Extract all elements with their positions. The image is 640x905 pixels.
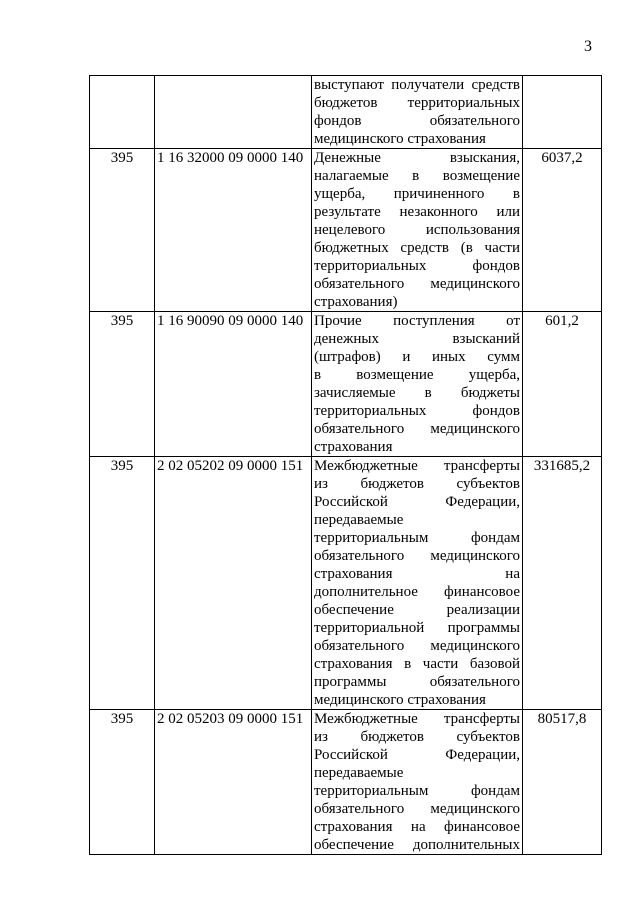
admin-code-cell <box>90 76 155 149</box>
admin-code-cell: 395 <box>90 710 155 855</box>
amount-cell: 601,2 <box>523 312 602 457</box>
revenue-name-line: территориальной программы <box>314 620 520 636</box>
revenue-name-line: обеспечение дополнительных <box>314 837 520 853</box>
amount-cell: 6037,2 <box>523 149 602 312</box>
revenue-name-line: обеспечение реализации <box>314 602 520 618</box>
table-row <box>90 76 602 149</box>
revenue-name-line: Межбюджетные трансферты <box>314 458 520 474</box>
revenue-name-line: страхования <box>314 439 393 455</box>
revenue-name-line: передаваемые <box>314 512 404 528</box>
budget-classification-code-cell: 2 02 05202 09 0000 151 <box>155 457 312 710</box>
budget-classification-code-cell: 2 02 05203 09 0000 151 <box>155 710 312 855</box>
budget-classification-code-cell <box>155 76 312 149</box>
revenue-name-line: обязательного медицинского <box>314 548 520 564</box>
revenue-name-line: страхования) <box>314 294 398 310</box>
revenue-name-cell <box>312 76 523 149</box>
revenue-name-line: территориальных фондов <box>314 258 520 274</box>
revenue-name-line: выступают получатели средств <box>314 77 520 93</box>
revenue-name-line: страхования на <box>314 566 520 582</box>
revenue-name-line: из бюджетов субъектов <box>314 476 520 492</box>
budget-classification-code-cell: 1 16 32000 09 0000 140 <box>155 149 312 312</box>
revenue-name-line: из бюджетов субъектов <box>314 729 520 745</box>
revenue-name-line: налагаемые в возмещение <box>314 168 520 184</box>
revenue-name-line: территориальных фондов <box>314 403 520 419</box>
revenue-name-line: ущерба, причиненного в <box>314 186 520 202</box>
table-row <box>90 312 602 457</box>
revenue-name-line: в возмещение ущерба, <box>314 367 520 383</box>
revenue-name-line: программы обязательного <box>314 674 520 690</box>
admin-code-cell: 395 <box>90 457 155 710</box>
table-row <box>90 149 602 312</box>
revenue-name-line: бюджетных средств (в части <box>314 240 520 256</box>
revenue-name-line: обязательного медицинского <box>314 421 520 437</box>
revenue-name-line: дополнительное финансовое <box>314 584 520 600</box>
admin-code-cell: 395 <box>90 312 155 457</box>
revenue-name-line: медицинского страхования <box>314 131 486 147</box>
revenue-name-line: территориальным фондам <box>314 530 520 546</box>
revenue-name-line: передаваемые <box>314 765 404 781</box>
table-row <box>90 710 602 855</box>
revenue-name-cell <box>312 149 523 312</box>
revenue-name-line: нецелевого использования <box>314 222 520 238</box>
amount-cell: 80517,8 <box>523 710 602 855</box>
revenue-name-line: обязательного медицинского <box>314 276 520 292</box>
revenue-name-line: фондов обязательного <box>314 113 520 129</box>
revenue-name-cell <box>312 312 523 457</box>
revenue-name-line: страхования в части базовой <box>314 656 520 672</box>
table-body <box>90 76 602 855</box>
table-row <box>90 457 602 710</box>
revenue-name-line: обязательного медицинского <box>314 801 520 817</box>
revenue-name-line: зачисляемые в бюджеты <box>314 385 520 401</box>
budget-revenue-table <box>89 75 602 855</box>
revenue-name-line: территориальным фондам <box>314 783 520 799</box>
revenue-name-line: медицинского страхования <box>314 692 486 708</box>
revenue-name-line: (штрафов) и иных сумм <box>314 349 520 365</box>
revenue-name-line: результате незаконного или <box>314 204 520 220</box>
budget-classification-code-cell: 1 16 90090 09 0000 140 <box>155 312 312 457</box>
revenue-name-cell <box>312 710 523 855</box>
page-number: 3 <box>584 38 592 55</box>
revenue-name-cell <box>312 457 523 710</box>
revenue-name-line: Денежные взыскания, <box>314 150 520 166</box>
revenue-name-line: Российской Федерации, <box>314 747 520 763</box>
amount-cell <box>523 76 602 149</box>
revenue-name-line: обязательного медицинского <box>314 638 520 654</box>
amount-cell: 331685,2 <box>523 457 602 710</box>
revenue-name-line: Межбюджетные трансферты <box>314 711 520 727</box>
revenue-name-line: страхования на финансовое <box>314 819 520 835</box>
revenue-name-line: денежных взысканий <box>314 331 520 347</box>
revenue-name-line: бюджетов территориальных <box>314 95 520 111</box>
revenue-name-line: Российской Федерации, <box>314 494 520 510</box>
revenue-name-line: Прочие поступления от <box>314 313 520 329</box>
admin-code-cell: 395 <box>90 149 155 312</box>
